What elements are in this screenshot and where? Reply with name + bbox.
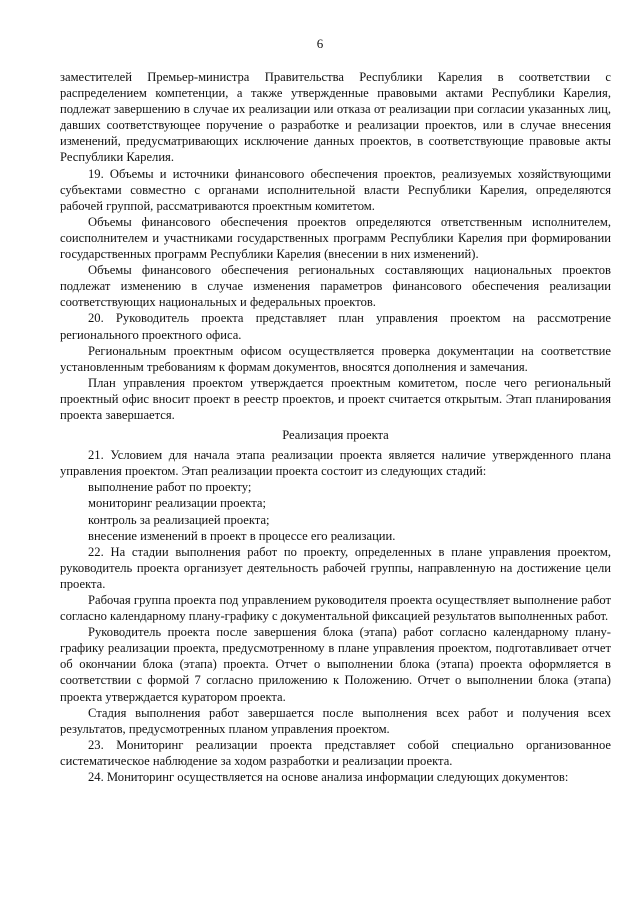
paragraph-19: 19. Объемы и источники финансового обеспечения проектов, реализуемых хозяйствующими субъектами совместно с органами исполнительной власти Республики Карелия, определяются рабочей группой, рассматриваются проектным комитетом. (60, 166, 611, 213)
section-heading: Реализация проекта (282, 428, 389, 443)
paragraph-20-plan-approval: План управления проектом утверждается проектным комитетом, после чего региональный проектный офис вносит проект в реестр проектов, и проект считается открытым. Этап планирования проекта завершается. (60, 375, 611, 422)
paragraph-22-working-group: Рабочая группа проекта под управлением руководителя проекта осуществляет выполнение работ согласно календарному плану-графику с документальной фиксацией результатов выполненных работ. (60, 593, 611, 624)
paragraph-23: 23. Мониторинг реализации проекта представляет собой специально организованное систематическое наблюдение за ходом разработки и реализации проекта. (60, 737, 611, 768)
paragraph-continuation: заместителей Премьер-министра Правительства Республики Карелия в соответствии с распределением компетенции, а также утвержденные правовыми актами Республики Карелия, подлежат завершению в случае их реализации или отказа от реализации при согласии указанных лиц, давших соответствующее поручение о разработке и реализации проектов, или в случае внесения изменений, предусматривающих исключение данных проектов, в соответствующие правовые акты Республики Карелия. (60, 70, 611, 165)
list-item-stage: выполнение работ по проекту; (88, 480, 252, 495)
page-number: 6 (316, 36, 324, 51)
paragraph-22-completion: Стадия выполнения работ завершается после выполнения всех работ и получения всех результатов, предусмотренных планом управления проектом. (60, 705, 611, 736)
paragraph-24: 24. Мониторинг осуществляется на основе анализа информации следующих документов: (88, 770, 569, 785)
list-item-stage: контроль за реализацией проекта; (88, 512, 270, 527)
paragraph-19-volumes-programs: Объемы финансового обеспечения проектов определяются ответственным исполнителем, соисполнителем и участниками государственных программ Республики Карелия при формировании государственных программ Республики Карелия (внесении в них изменений). (60, 214, 611, 262)
document-body (60, 69, 611, 785)
paragraph-22-stage-report: Руководитель проекта после завершения блока (этапа) работ согласно календарному плану-графику реализации проекта, предусмотренному в плане управления проектом, подготавливает отчет об окончании блока (этапа) проекта. Отчет о выполнении блока (этапа) проекта оформляется в соответствии с формой 7 согласно приложению к Положению. Отчет о выполнении блока (этапа) проекта утверждается куратором проекта. (60, 625, 611, 704)
paragraph-22: 22. На стадии выполнения работ по проекту, определенных в плане управления проектом, руководитель проекта организует деятельность рабочей группы, направленную на достижение цели проекта. (60, 544, 611, 591)
paragraph-21: 21. Условием для начала этапа реализации проекта является наличие утвержденного плана управления проектом. Этап реализации проекта состоит из следующих стадий: (60, 448, 611, 479)
paragraph-19-volumes-regional: Объемы финансового обеспечения региональных составляющих национальных проектов подлежат изменению в случае изменения параметров финансового обеспечения реализации соответствующих национальных и федеральных проектов. (60, 263, 611, 310)
list-item-stage: мониторинг реализации проекта; (88, 496, 266, 511)
paragraph-20: 20. Руководитель проекта представляет план управления проектом на рассмотрение регионального проектного офиса. (60, 311, 611, 342)
paragraph-20-office-review: Региональным проектным офисом осуществляется проверка документации на соответствие установленным требованиям к формам документов, вносятся дополнения и замечания. (60, 343, 611, 374)
list-item-stage: внесение изменений в проект в процессе его реализации. (88, 528, 396, 543)
